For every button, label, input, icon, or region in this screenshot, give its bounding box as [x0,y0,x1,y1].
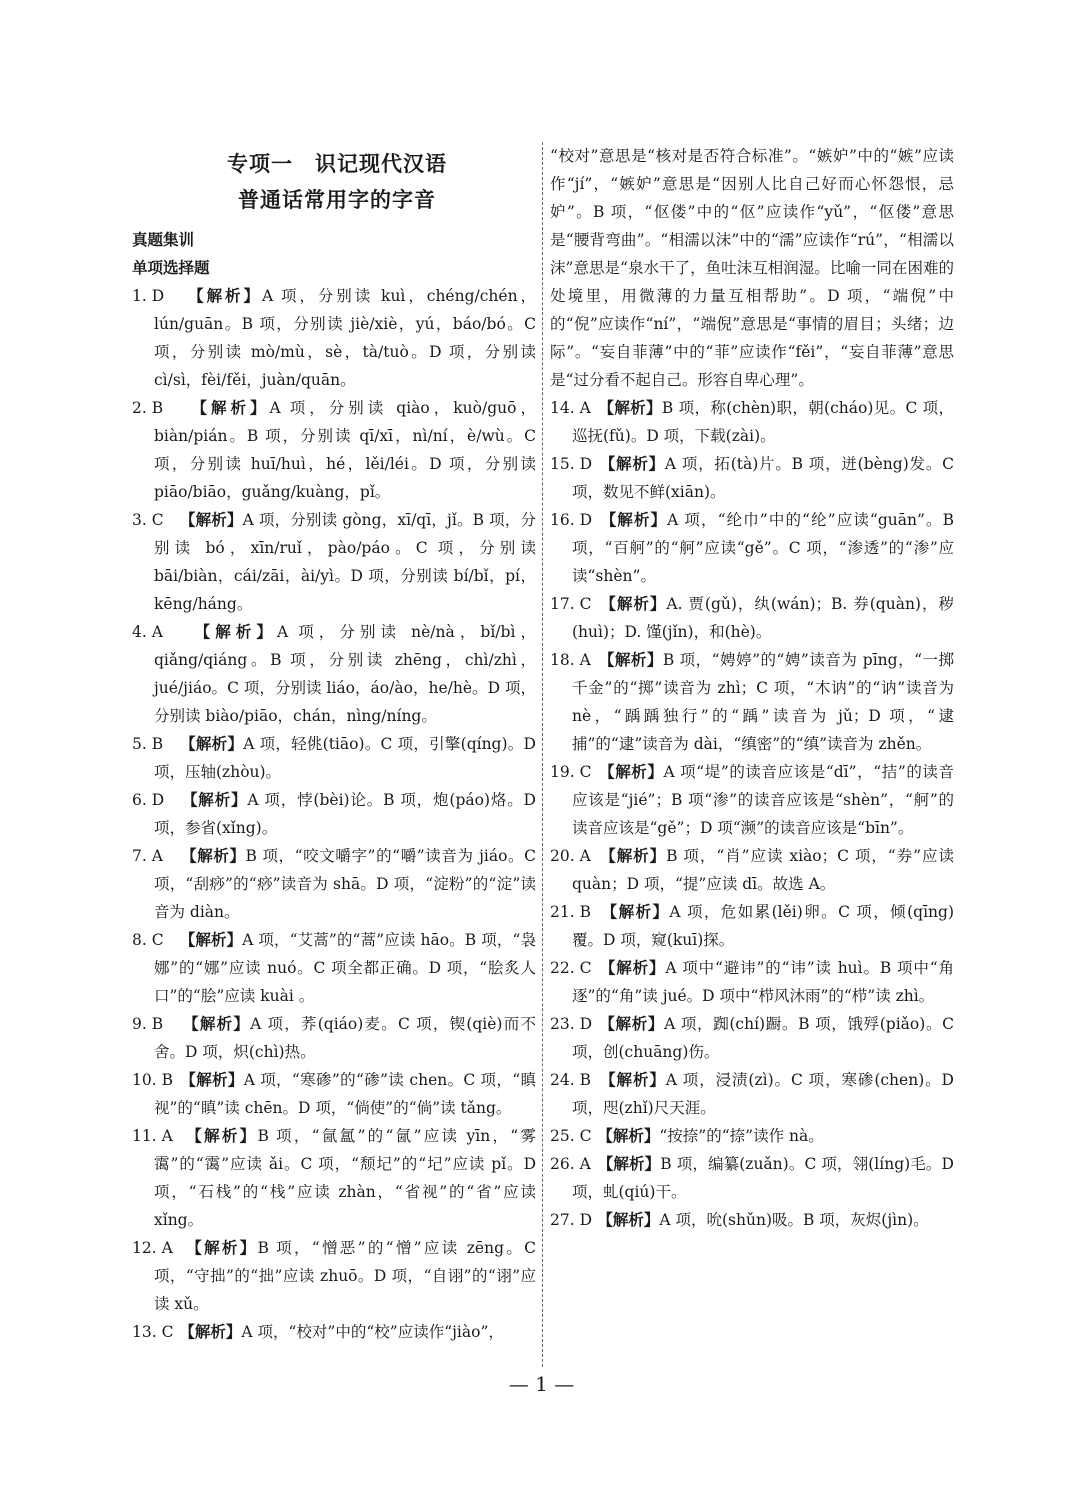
analysis-tag: 【解析】 [598,399,662,417]
answer-number: 7. A [132,847,163,865]
analysis-tag: 【解析】 [179,511,243,529]
answer-number: 20. A [550,847,591,865]
analysis-tag: 【解析】 [180,735,244,753]
analysis-tag: 【解析】 [600,847,667,865]
answer-item [550,506,954,590]
answer-number: 26. A [550,1155,591,1173]
answer-item [550,646,954,758]
analysis-tag: 【解析】 [597,1127,660,1145]
answer-text: A 项，危如累(lěi)卵。C 项，倾(qīng)覆。D 项，窥(kuī)探。 [572,903,954,949]
analysis-tag: 【解析】 [599,1015,665,1033]
analysis-tag: 【解析】 [597,1211,660,1229]
answer-text: A 项，拓(tà)片。B 项，迸(bèng)发。C 项，数见不鲜(xiān)。 [572,455,954,501]
answer-number: 18. A [550,651,591,669]
answer-item [550,842,954,898]
analysis-tag: 【解析】 [183,1015,251,1033]
answer-number: 10. B [132,1071,173,1089]
analysis-tag: 【解析】 [599,455,665,473]
answer-text: A 项，悖(bèi)论。B 项，炮(páo)烙。D 项，参省(xǐng)。 [154,791,536,837]
answer-item [132,1318,536,1346]
answer-item [550,1206,954,1234]
page-number: — 1 — [508,1372,575,1396]
answer-number: 8. C [132,931,164,949]
analysis-tag: 【解析】 [597,1155,661,1173]
answer-number: 11. A [132,1127,173,1145]
answer-text: A 项，分别读 nè/nà，bǐ/bì，qiǎng/qiáng。B 项，分别读 zhēng，chì/zhì，jué/jiáo。C 项，分别读 liáo，áo/ào，he/hè。D 项，分别读 biào/piāo，chán，nìng/níng。 [154,623,536,725]
answer-item [132,1122,536,1234]
answer-text: “按捺”的“捺”读作 nà。 [659,1127,824,1145]
answer-text: A 项，“寒碜”的“碜”读 chen。C 项，“瞋视”的“瞋”读 chēn。D 项，“倘使”的“倘”读 tǎng。 [154,1071,536,1117]
answer-item [550,450,954,506]
answer-number: 24. B [550,1071,591,1089]
answer-text: B 项，“娉婷”的“娉”读音为 pīng，“一掷千金”的“掷”读音为 zhì；C 项，“木讷”的“讷”读音为 nè，“踽踽独行”的“踽”读音为 jǔ；D 项，“逮捕”的“逮”读音为 dài，“缜密”的“缜”读音为 zhěn。 [572,651,954,753]
analysis-tag: 【解析】 [599,959,666,977]
column-divider [542,142,543,1367]
answer-text: B 项，称(chèn)职，朝(cháo)见。C 项，巡抚(fǔ)。D 项，下载(zài)。 [572,399,954,445]
answer-item [132,394,536,506]
answer-text: A 项，浸渍(zì)。C 项，寒碜(chen)。D 项，咫(zhǐ)尺天涯。 [572,1071,954,1117]
answer-number: 16. D [550,511,593,529]
answer-item [132,1234,536,1318]
analysis-tag: 【解析】 [194,623,277,641]
answer-item [550,1010,954,1066]
answer-item [550,898,954,954]
answer-text: B 项，编纂(zuǎn)。C 项，翎(líng)毛。D 项，虬(qiú)干。 [572,1155,954,1201]
answer-number: 25. C [550,1127,592,1145]
answer-text: A 项，“纶巾”中的“纶”应读“guān”。B 项，“百舸”的“舸”应读“gě”。C 项，“渗透”的“渗”应读“shèn”。 [572,511,955,585]
answer-item [550,954,954,1010]
answer-text: A 项，“艾蒿”的“蒿”应读 hāo。B 项，“袅娜”的“娜”应读 nuó。C 项全都正确。D 项，“脍炙人口”的“脍”应读 kuài 。 [154,931,536,1005]
analysis-tag: 【解析】 [181,791,248,809]
answer-item [550,590,954,646]
answer-number: 17. C [550,595,592,613]
answer-number: 22. C [550,959,592,977]
answer-text: B 项，“憎恶”的“憎”应读 zēng。C 项，“守拙”的“拙”应读 zhuō。D 项，“自诩”的“诩”应读 xǔ。 [154,1239,536,1313]
answer-text: B 项，“氤氲”的“氤”应读 yīn，“雾霭”的“霭”应读 ǎi。C 项，“颓圮”的“圮”应读 pǐ。D 项，“石栈”的“栈”应读 zhàn，“省视”的“省”应读 xǐng。 [154,1127,537,1229]
answer-item [132,926,536,1010]
answer-text: A 项中“避讳”的“讳”读 huì。B 项中“角逐”的“角”读 jué。D 项中“栉风沐雨”的“栉”读 zhì。 [572,959,954,1005]
subsection-heading: 单项选择题 [132,259,210,277]
answer-text: A 项，轻佻(tiāo)。C 项，引擎(qíng)。D 项，压轴(zhòu)。 [154,735,536,781]
answer-text: B 项，“肖”应读 xiào；C 项，“券”应读 quàn；D 项，“提”应读 dī。故选 A。 [572,847,955,893]
answer-text: A 项，分别读 kuì，chéng/chén，lún/guān。B 项，分别读 jiè/xiè，yú，báo/bó。C 项，分别读 mò/mù，sè，tà/tuò。D 项，分别读 cì/sì，fèi/fěi，juàn/quān。 [154,287,536,389]
answer-item [132,618,536,730]
analysis-tag: 【解析】 [186,1127,258,1145]
answer-item [550,758,954,842]
answer-item [132,282,536,394]
left-column [132,282,536,1346]
answer-text: A 项，踟(chí)蹰。B 项，饿殍(piǎo)。C 项，创(chuāng)伤。 [572,1015,954,1061]
analysis-tag: 【解析】 [180,1071,244,1089]
analysis-tag: 【解析】 [598,651,663,669]
answer-item [550,394,954,450]
analysis-tag: 【解析】 [186,1239,258,1257]
analysis-tag: 【解析】 [600,595,667,613]
answer-text: A 项，分别读 qiào，kuò/guō，biàn/pián。B 项，分别读 qī/xī，nì/ní，è/wù。C 项，分别读 huī/huì，hé，lěi/léi。D 项，分别读 piāo/biāo，guǎng/kuàng，pǐ。 [154,399,536,501]
continued-answer-text: “校对”意思是“核对是否符合标准”。“嫉妒”中的“嫉”应读作“jí”，“嫉妒”意思是“因别人比自己好而心怀怨恨，忌妒”。B 项，“伛偻”中的“伛”应读作“yǔ”，“伛偻”意思是“腰背弯曲”。“相濡以沫”中的“濡”应读作“rú”，“相濡以沫”意思是“泉水干了，鱼吐沫互相润湿。比喻一同在困难的处境里，用微薄的力量互相帮助”。D 项，“端倪”中的“倪”应读作“ní”，“端倪”意思是“事情的眉目；头绪；边际”。“妄自菲薄”中的“菲”应读作“fěi”，“妄自菲薄”意思是“过分看不起自己。形容自卑心理”。 [550,147,954,389]
answer-item [550,1122,954,1150]
section-heading: 真题集训 [132,231,195,249]
answer-number: 19. C [550,763,592,781]
right-column [550,142,954,1234]
answer-item [550,1066,954,1122]
answer-number: 15. D [550,455,593,473]
answer-item [132,506,536,618]
answer-text: A 项，分别读 gòng，xī/qī，jǐ。B 项，分别读 bó，xīn/ruǐ，pào/páo。C 项，分别读 bāi/biàn，cái/zāi，ài/yì。D 项，分别读 bí/bǐ，pí，kēng/háng。 [154,511,536,613]
answer-number: 13. C [132,1323,174,1341]
analysis-tag: 【解析】 [179,1323,242,1341]
answer-text: A. 贾(gǔ)，纨(wán)；B. 券(quàn)，秽(huì)；D. 馑(jǐn)，和(hè)。 [572,595,954,641]
answer-item [132,1066,536,1122]
analysis-tag: 【解析】 [600,1071,666,1089]
analysis-tag: 【解析】 [601,903,670,921]
answer-item [132,786,536,842]
analysis-tag: 【解析】 [179,931,243,949]
answer-number: 6. D [132,791,165,809]
analysis-tag: 【解析】 [181,847,246,865]
answer-number: 14. A [550,399,591,417]
answer-text: A 项“堤”的读音应该是“dī”，“拮”的读音应该是“jié”；B 项“渗”的读音应该是“shèn”，“舸”的读音应该是“gě”；D 项“濒”的读音应该是“bīn”。 [572,763,954,837]
answer-item [132,730,536,786]
answer-number: 5. B [132,735,164,753]
answer-number: 12. A [132,1239,173,1257]
analysis-tag: 【解析】 [600,511,668,529]
answer-number: 21. B [550,903,591,921]
analysis-tag: 【解析】 [599,763,664,781]
answer-number: 9. B [132,1015,164,1033]
answer-number: 3. C [132,511,164,529]
page-title-line1: 专项一 识记现代汉语 [227,152,447,176]
answer-item [550,1150,954,1206]
analysis-tag: 【解析】 [191,399,270,417]
answer-item [132,1010,536,1066]
answer-number: 23. D [550,1015,593,1033]
answer-text: A 项，荞(qiáo)麦。C 项，锲(qiè)而不舍。D 项，炽(chì)热。 [154,1015,536,1061]
answer-text: B 项，“咬文嚼字”的“嚼”读音为 jiáo。C 项，“刮痧”的“痧”读音为 shā。D 项，“淀粉”的“淀”读音为 diàn。 [154,847,536,921]
analysis-tag: 【解析】 [188,287,262,305]
answer-number: 4. A [132,623,163,641]
answer-text: A 项，“校对”中的“校”应读作“jiào”， [241,1323,504,1341]
answer-number: 27. D [550,1211,593,1229]
answer-number: 2. B [132,399,164,417]
answer-number: 1. D [132,287,165,305]
answer-item [132,842,536,926]
answer-text: A 项，吮(shǔn)吸。B 项，灰烬(jìn)。 [659,1211,929,1229]
page-title-line2: 普通话常用字的字音 [238,188,436,212]
